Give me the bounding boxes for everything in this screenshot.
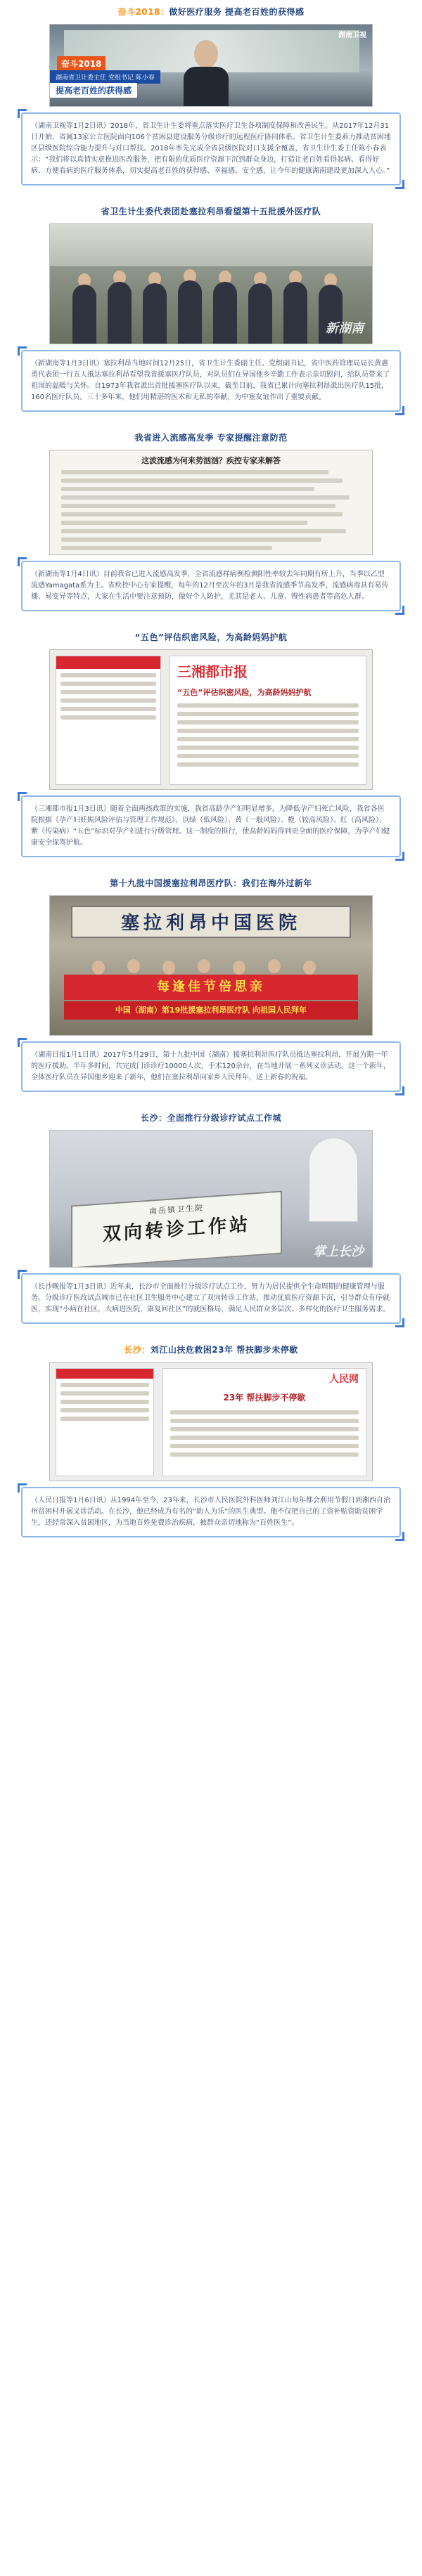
- clipping-left-masthead: [56, 1369, 153, 1379]
- section-body: （新湖南等1月3日讯）塞拉利昂当地时间12月25日，省卫生计生委副主任、党组副书记，省中医药管理局局长黄惠勇代表团一行五人抵达塞拉利昂看望我省援塞医疗队员，对队员们在异国他乡辛勤工作表示亲切慰问，给队员带来了祖国的温暖与关怀。自1973年我省派出首批援塞医疗队以来，截至目前，我省已累计向塞拉利昂派出医疗队15批，160名医疗队员。三十多年来，他们用精湛的医术和无私的奉献，为中塞友谊作出了重要贡献。: [21, 350, 401, 412]
- media-watermark: 新湖南: [326, 321, 364, 336]
- person-head: [92, 961, 105, 975]
- section-five-color-assessment: [14, 630, 408, 857]
- clipping-left-page: [56, 1368, 154, 1476]
- section-title: 省卫生计生委代表团赴塞拉利昂看望第十五批援外医疗队: [101, 207, 321, 216]
- text-line: [60, 698, 156, 703]
- section-title: 长沙：全面推行分级诊疗试点工作城: [140, 1113, 281, 1123]
- text-line: [61, 538, 321, 542]
- text-line: [170, 1427, 359, 1431]
- text-line: [61, 529, 346, 533]
- section-title: 我省进入流感高发季 专家提醒注意防范: [134, 433, 288, 443]
- text-line: [177, 720, 359, 724]
- text-line: [177, 737, 359, 741]
- person-body: [108, 282, 132, 344]
- text-line: [177, 712, 359, 716]
- tv-logo: 湖南卫视: [338, 32, 366, 39]
- web-headline: 23年 帮扶脚步不停歇: [223, 1393, 306, 1403]
- newspaper-spread: [49, 649, 373, 790]
- group-photo: [49, 223, 373, 344]
- title-text: 做好医疗服务 提高老百姓的获得感: [169, 7, 305, 17]
- red-banner: 每逢佳节倍思亲: [64, 975, 358, 1000]
- title-prefix: 长沙：: [124, 1345, 151, 1355]
- clipping-headline: 这波流感为何来势汹汹？疾控专家来解答: [141, 456, 281, 465]
- text-line: [60, 715, 156, 720]
- section-doctor-profile: [14, 1342, 408, 1537]
- overlay-caption: 湖南省卫计委主任 党组书记 陈小春: [50, 70, 160, 84]
- text-line: [170, 1410, 359, 1414]
- text-line: [60, 1383, 149, 1387]
- speaker-body: [184, 67, 229, 106]
- person-head: [127, 959, 140, 973]
- section-title: [14, 4, 408, 20]
- section-title: 第十九批中国援塞拉利昂医疗队：我们在海外过新年: [110, 878, 312, 888]
- text-line: [61, 546, 272, 550]
- text-line: [60, 673, 156, 677]
- station-sign-line1: 南岳镇卫生院: [149, 1203, 204, 1216]
- text-line: [60, 682, 156, 686]
- station-sign-line2: 双向转诊工作站: [102, 1214, 250, 1246]
- text-line: [61, 521, 307, 525]
- text-line: [177, 754, 359, 758]
- section-body: （人民日报等1月6日讯）从1994年至今，23年来，长沙市人民医院外科医师刘江山每年都会利用节假日到湘西自治州贫困村开展义诊活动。在长沙，他已经成为有名的“助人为乐”的医生典型。他不仅把自己的工资补贴资助贫困学生，还经常深入贫困地区，为当地百姓免费诊治疾病，被群众亲切地称为“百姓医生”。: [21, 1487, 401, 1537]
- speaker-head: [194, 40, 218, 68]
- hospital-sign: [71, 906, 351, 938]
- paper-headline: “五色”评估织密风险，为高龄妈妈护航: [177, 688, 312, 697]
- text-line: [170, 1444, 359, 1448]
- text-line: [177, 746, 359, 750]
- section-flu-season: [14, 430, 408, 611]
- text-line: [60, 1391, 149, 1396]
- text-line: [61, 470, 328, 474]
- section-new-year-healthcare: [14, 4, 408, 186]
- text-line: [177, 703, 359, 708]
- text-line: [61, 495, 350, 500]
- person-body: [213, 282, 237, 344]
- interview-photo: [49, 24, 373, 107]
- person-body: [283, 282, 307, 344]
- text-line: [61, 479, 343, 483]
- section-body: （湖南卫视等1月2日讯）2018年，省卫生计生委将重点落实医疗卫生各项制度保障和改善民生。从2017年12月31日开始，省属13家公立医院面向106个贫困县建设服务分级诊疗的远程医疗协同体系。省卫生计生委着力推动贫困地区县级医院综合能力提升与对口帮扶。2018年率先完成全省县级医院对口支援全覆盖，省卫生计生委主任陈小春表示：“我们将以真情实意推进医改服务，把有限的优质医疗资源下沉到群众身边，打造让老百姓看得起病、看得好病、方便看病的医疗服务体系，切实提高老百姓的获得感、幸福感、安全感，让今年的健康湖南建设更加深入人心。”: [21, 112, 401, 186]
- hospital-sign-text: 塞拉利昂中国医院: [120, 913, 301, 934]
- doctor-figure: [309, 1138, 358, 1222]
- paper-masthead: 三湘都市报: [177, 663, 248, 680]
- section-title: [14, 1342, 408, 1358]
- left-page-masthead: [56, 656, 160, 669]
- section-body: （湖南日报1月1日讯）2017年5月29日，第十九批中国（湖南）援塞拉利昂医疗队员抵达塞拉利昂，开展为期一年的医疗援助。半年多时间，共完成门诊诊疗10000人次，手术120余台，在当地开展一系列义诊活动。这一个新年，全体医疗队员在异国他乡迎来了新年，他们在塞拉利昂向家乡人民拜年，送上新春的祝福。: [21, 1041, 401, 1092]
- section-body: （长沙晚报等1月3日讯）近年来，长沙市全面推行分级诊疗试点工作，努力为居民提供全生命周期的健康管理与服务。分级诊疗医改试点城市已在社区卫生服务中心建立了双向转诊工作站，推动优质医疗资源下沉，引导群众有序就医，实现“小病在社区，大病进医院，康复回社区”的就医格局，满足人民群众多层次、多样化的医疗卫生服务需求。: [21, 1273, 401, 1324]
- person-head: [233, 961, 245, 975]
- transfer-station-photo: [49, 1130, 373, 1268]
- text-line: [177, 729, 359, 733]
- section-sierra-leone-visit: [14, 204, 408, 412]
- text-line: [61, 512, 343, 516]
- text-line: [60, 707, 156, 711]
- person-body: [248, 283, 272, 344]
- text-line: [60, 690, 156, 694]
- person-head: [268, 959, 281, 973]
- section-tiered-diagnosis: [14, 1110, 408, 1324]
- medical-team-photo: [49, 895, 373, 1036]
- person-head: [303, 961, 316, 975]
- newspaper-right-page: [170, 656, 366, 785]
- text-line: [61, 504, 335, 508]
- section-body: （新湖南等1月4日讯）目前我省已进入流感高发季，全省流感样病例检测阳性率较去年同期有所上升，当季以乙型流感Yamagata系为主。省疾控中心专家提醒，每年的12月至次年的3月是我省流感季节高发季，流感病毒具有易传播、易变异等特点，大家在生活中要注意预防，做好个人防护，尤其是老人、儿童、慢性病患者等高危人群。: [21, 561, 401, 611]
- section-title: “五色”评估织密风险，为高龄妈妈护航: [134, 632, 288, 642]
- newspaper-left-page: [56, 656, 161, 785]
- text-line: [61, 487, 314, 491]
- person-head: [162, 961, 175, 975]
- web-masthead: 人民网: [329, 1374, 359, 1385]
- text-line: [60, 1408, 149, 1412]
- person-body: [72, 285, 96, 344]
- media-watermark: 掌上长沙: [313, 1244, 364, 1259]
- text-line: [170, 1452, 359, 1457]
- text-line: [170, 1419, 359, 1423]
- news-clipping: [49, 450, 373, 555]
- building-background: [50, 224, 372, 266]
- clipping-right-page: [162, 1368, 366, 1476]
- title-prefix: 奋斗2018：: [117, 7, 170, 17]
- person-body: [143, 283, 167, 344]
- section-body: （三湘都市报1月3日讯）随着全面两孩政策的实施，我省高龄孕产妇明显增多，为降低孕产妇死亡风险，我省各医院根据《孕产妇妊娠风险评估与管理工作规范》，以绿（低风险）、黄（一般风险）、橙（较高风险）、红（高风险）、紫（传染病）“五色”标识对孕产妇进行分级管理。这一制度的推行，使高龄妈妈得到更全面的医疗保障，为孕产妇健康安全保驾护航。: [21, 795, 401, 857]
- text-line: [170, 1436, 359, 1440]
- text-line: [60, 1400, 149, 1404]
- person-body: [178, 280, 202, 344]
- people-daily-clipping: [49, 1362, 373, 1481]
- overlay-badge: 奋斗2018: [57, 56, 106, 71]
- text-line: [177, 762, 359, 767]
- section-medical-team-new-year: [14, 876, 408, 1092]
- station-sign: [71, 1191, 282, 1268]
- title-text: 刘江山扶危救困23年 帮扶脚步未停歇: [150, 1345, 298, 1355]
- text-line: [60, 1417, 149, 1421]
- person-head: [198, 959, 210, 973]
- red-banner-secondary: 中国（湖南）第19批援塞拉利昂医疗队 向祖国人民拜年: [64, 1001, 358, 1020]
- overlay-headline: 提高老百姓的获得感: [50, 83, 137, 98]
